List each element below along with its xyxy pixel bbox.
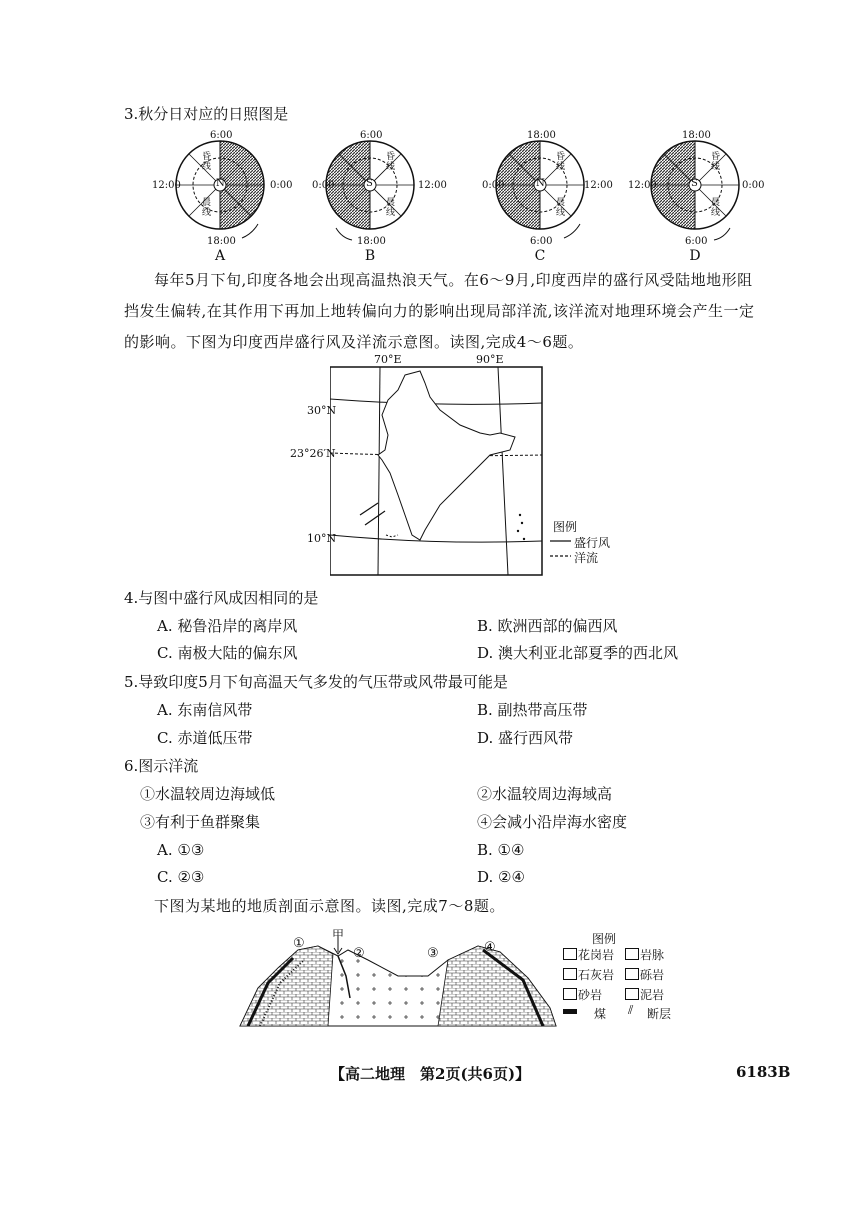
q5-stem: 5.导致印度5月下旬高温天气多发的气压带或风带最可能是 [124, 673, 508, 691]
diag-b-right: 12:00 [418, 180, 447, 191]
legend-coal-swatch [563, 1009, 577, 1014]
legend-dike-swatch [625, 948, 639, 960]
map-lat-10: 10°N [307, 532, 337, 545]
map-legend-marks [549, 536, 573, 566]
q6-option-d: D. ②④ [477, 868, 525, 886]
diag-c-right: 12:00 [584, 180, 613, 191]
footer-code: 6183B [736, 1063, 791, 1081]
map-lon-90: 90°E [476, 353, 504, 366]
legend-granite-swatch [563, 948, 577, 960]
intro-7-8: 下图为某地的地质剖面示意图。读图,完成7～8题。 [154, 897, 505, 915]
legend-sandstone: 砂岩 [578, 988, 603, 1002]
footer-page-info: 【高二地理 第2页(共6页)】 [330, 1065, 531, 1083]
q6-statement-2: ②水温较周边海域高 [477, 785, 613, 803]
diag-d-center: S [691, 178, 698, 189]
fault-icon: ⫽ [628, 1003, 634, 1017]
legend-granite: 花岗岩 [578, 948, 615, 962]
section-mark-1: ① [293, 936, 305, 951]
section-mark-3: ③ [427, 946, 439, 961]
q4-option-c: C. 南极大陆的偏东风 [157, 644, 298, 662]
diag-a-bottom: 18:00 [207, 236, 236, 247]
q5-option-d: D. 盛行西风带 [477, 729, 574, 747]
diag-d-label2: 晨线 [711, 198, 721, 218]
diag-a-label2: 晨线 [202, 198, 212, 218]
geologic-section [238, 928, 558, 1028]
legend-mudstone-swatch [625, 988, 639, 1000]
section-mark-2: ② [353, 946, 365, 961]
diag-d-letter: D [689, 248, 701, 264]
map-lat-2326: 23°26′N [290, 447, 336, 460]
legend-limestone: 石灰岩 [578, 968, 615, 982]
q3-stem: 3.秋分日对应的日照图是 [124, 105, 289, 123]
q5-option-a: A. 东南信风带 [157, 701, 253, 719]
diag-b-center: S [366, 178, 373, 189]
diag-c-top: 18:00 [527, 130, 556, 141]
diag-a-center: N [216, 178, 225, 189]
legend-conglomerate: 砾岩 [640, 968, 665, 982]
map-legend-current: 洋流 [574, 551, 599, 565]
legend-mudstone: 泥岩 [640, 988, 665, 1002]
q5-option-c: C. 赤道低压带 [157, 729, 253, 747]
diag-a-top: 6:00 [210, 130, 233, 141]
diag-c-label2: 晨线 [556, 198, 566, 218]
legend-dike: 岩脉 [640, 948, 665, 962]
diag-b-bottom: 18:00 [357, 236, 386, 247]
diag-b-top: 6:00 [360, 130, 383, 141]
diag-c-label1: 昏线 [556, 152, 566, 172]
q5-option-b: B. 副热带高压带 [477, 701, 588, 719]
q4-option-d: D. 澳大利亚北部夏季的西北风 [477, 644, 679, 662]
map-legend-title: 图例 [553, 520, 578, 534]
diag-b-label2: 晨线 [386, 198, 396, 218]
q6-option-b: B. ①④ [477, 841, 525, 859]
q4-stem: 4.与图中盛行风成因相同的是 [124, 589, 319, 607]
q6-statement-1: ①水温较周边海域低 [140, 785, 276, 803]
diag-a-left: 12:00 [152, 180, 181, 191]
diag-d-top: 18:00 [682, 130, 711, 141]
diag-d-left: 12:00 [628, 180, 657, 191]
q4-option-b: B. 欧洲西部的偏西风 [477, 617, 618, 635]
diag-d-bottom: 6:00 [685, 236, 708, 247]
legend-sandstone-swatch [563, 988, 577, 1000]
legend-limestone-swatch [563, 968, 577, 980]
diag-b-left: 0:00 [312, 180, 335, 191]
section-jia: 甲 [332, 928, 345, 942]
q4-option-a: A. 秘鲁沿岸的离岸风 [157, 617, 298, 635]
diag-d-right: 0:00 [742, 180, 765, 191]
diag-b-label1: 昏线 [386, 152, 396, 172]
diag-c-bottom: 6:00 [530, 236, 553, 247]
q6-statement-3: ③有利于鱼群聚集 [140, 813, 261, 831]
diag-c-center: N [536, 178, 545, 189]
diag-b-letter: B [364, 248, 376, 264]
q3-diagrams [170, 128, 770, 248]
diag-a-label1: 昏线 [202, 152, 212, 172]
section-mark-4: ④ [484, 940, 496, 955]
q6-option-c: C. ②③ [157, 868, 205, 886]
intro-4-6: 每年5月下旬,印度各地会出现高温热浪天气。在6～9月,印度西岸的盛行风受陆地地形阻挡发生偏转,在其作用下再加上地转偏向力的影响出现局部洋流,该洋流对地理环境会产生一定的影响。下图为印度西岸盛行风及洋流示意图。读图,完成4～6题。 [124, 271, 755, 351]
diag-a-letter: A [214, 248, 226, 264]
diag-d-label1: 昏线 [711, 152, 721, 172]
section-legend-title: 图例 [592, 932, 617, 946]
diag-c-left: 0:00 [482, 180, 505, 191]
legend-conglomerate-swatch [625, 968, 639, 980]
diag-c-letter: C [534, 248, 546, 264]
q6-option-a: A. ①③ [157, 841, 205, 859]
legend-coal: 煤 [594, 1007, 607, 1021]
map-legend-wind: 盛行风 [574, 536, 611, 550]
map-lon-70: 70°E [374, 353, 402, 366]
map-lat-30: 30°N [307, 404, 337, 417]
diag-a-right: 0:00 [270, 180, 293, 191]
q6-statement-4: ④会减小沿岸海水密度 [477, 813, 628, 831]
q6-stem: 6.图示洋流 [124, 757, 199, 775]
india-map [330, 355, 545, 580]
legend-fault: 断层 [647, 1007, 672, 1021]
